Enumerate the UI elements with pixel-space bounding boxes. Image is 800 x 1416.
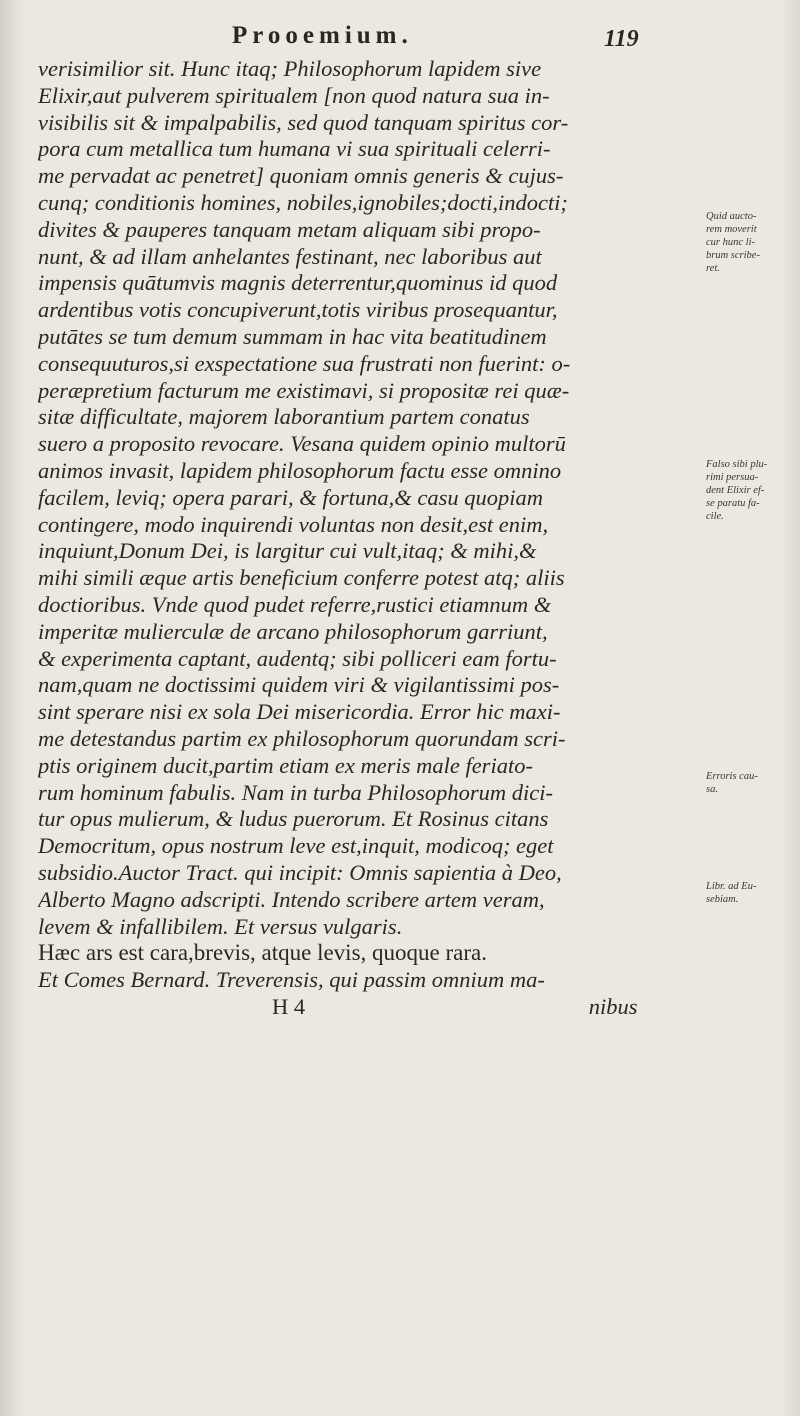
text-line: cunq; conditionis homines, nobiles,ignobiles;docti,indocti;: [38, 189, 568, 215]
text-line: Elixir,aut pulverem spiritualem [non quod natura sua in-: [38, 82, 550, 108]
body-text: [38, 56, 678, 1021]
running-head: [0, 18, 800, 58]
margin-note-line: Erroris cau-: [706, 771, 758, 782]
text-line: contingere, modo inquirendi voluntas non desit,est enim,: [38, 511, 549, 537]
margin-note-line: cile.: [706, 511, 724, 522]
margin-note-line: se paratu fa-: [706, 498, 760, 509]
text-line: me pervadat ac penetret] quoniam omnis generis & cujus-: [38, 163, 564, 189]
signature-line: [38, 994, 678, 1021]
text-line: imperitæ mulierculæ de arcano philosophorum garriunt,: [38, 618, 548, 644]
text-line: & experimenta captant, audentq; sibi polliceri eam fortu-: [38, 645, 557, 671]
text-line: rum hominum fabulis. Nam in turba Philosophorum dici-: [38, 779, 554, 805]
catchword: nibus: [588, 993, 638, 1019]
text-line: ptis originem ducit,partim etiam ex meris male feriato-: [38, 752, 533, 778]
margin-note-line: cur hunc li-: [706, 237, 755, 248]
margin-note-line: rimi persua-: [706, 472, 759, 483]
page-number: 119: [604, 26, 639, 52]
margin-note-line: sa.: [706, 784, 718, 795]
margin-note-line: dent Elixir ef-: [706, 485, 765, 496]
text-line: peræpretium facturum me existimavi, si propositæ rei quæ-: [38, 377, 570, 403]
margin-note: [706, 770, 800, 796]
text-line: animos invasit, lapidem philosophorum factu esse omnino: [38, 457, 562, 483]
text-line: inquiunt,Donum Dei, is largitur cui vult,itaq; & mihi,&: [38, 538, 537, 564]
text-line: doctioribus. Vnde quod pudet referre,rustici etiamnum &: [38, 591, 552, 617]
margin-note-line: Libr. ad Eu-: [706, 881, 757, 892]
text-line: verisimilior sit. Hunc itaq; Philosophorum lapidem sive: [38, 56, 542, 81]
margin-note-line: brum scribe-: [706, 250, 760, 261]
text-line: levem & infallibilem. Et versus vulgaris.: [38, 913, 403, 939]
text-line: Et Comes Bernard. Treverensis, qui passim omnium ma-: [38, 967, 545, 993]
page-gutter-shadow: [0, 0, 30, 1416]
text-line: suero a proposito revocare. Vesana quidem opinio multorū: [38, 431, 566, 457]
text-line: pora cum metallica tum humana vi sua spirituali celerri-: [38, 136, 551, 162]
text-line: ardentibus votis concupiverunt,totis viribus prosequantur,: [38, 297, 558, 323]
text-line: visibilis sit & impalpabilis, sed quod tanquam spiritus cor-: [38, 109, 569, 135]
margin-note-line: Quid aucto-: [706, 211, 757, 222]
text-line: Democritum, opus nostrum leve est,inquit, modicoq; eget: [38, 833, 554, 859]
margin-note: [706, 210, 800, 275]
margin-note: [706, 880, 800, 906]
text-line: divites & pauperes tanquam metam aliquam sibi propo-: [38, 216, 541, 242]
text-line: mihi simili æque artis beneficium conferre potest atq; aliis: [38, 565, 565, 591]
text-line: sitæ difficultate, majorem laborantium partem conatus: [38, 404, 530, 430]
text-line: tur opus mulierum, & ludus puerorum. Et Rosinus citans: [38, 806, 549, 832]
margin-note-line: ret.: [706, 263, 720, 274]
text-line: facilem, leviq; opera parari, & fortuna,& casu quopiam: [38, 484, 543, 510]
margin-note-line: rem moverit: [706, 224, 757, 235]
text-line: Alberto Magno adscripti. Intendo scribere artem veram,: [38, 886, 545, 912]
text-line: nunt, & ad illam anhelantes festinant, nec laboribus aut: [38, 243, 542, 269]
signature-mark: H 4: [272, 993, 306, 1019]
text-line: me detestandus partim ex philosophorum quorundam scri-: [38, 725, 566, 751]
margin-note-line: Falso sibi plu-: [706, 459, 768, 470]
margin-note-line: sebiam.: [706, 894, 739, 905]
text-line: nam,quam ne doctissimi quidem viri & vigilantissimi pos-: [38, 672, 560, 698]
text-line: consequuturos,si exspectatione sua frustrati non fuerint: o-: [38, 350, 571, 376]
running-head-title: Prooemium.: [232, 22, 413, 49]
text-line: impensis quātumvis magnis deterrentur,quominus id quod: [38, 270, 558, 296]
margin-note: [706, 458, 800, 523]
text-line: sint sperare nisi ex sola Dei misericordia. Error hic maxi-: [38, 699, 561, 725]
text-line: putātes se tum demum summam in hac vita beatitudinem: [38, 323, 547, 349]
text-line: subsidio.Auctor Tract. qui incipit: Omnis sapientia à Deo,: [38, 859, 562, 885]
verse-line: Hæc ars est cara,brevis, atque levis, quoque rara.: [38, 940, 487, 966]
